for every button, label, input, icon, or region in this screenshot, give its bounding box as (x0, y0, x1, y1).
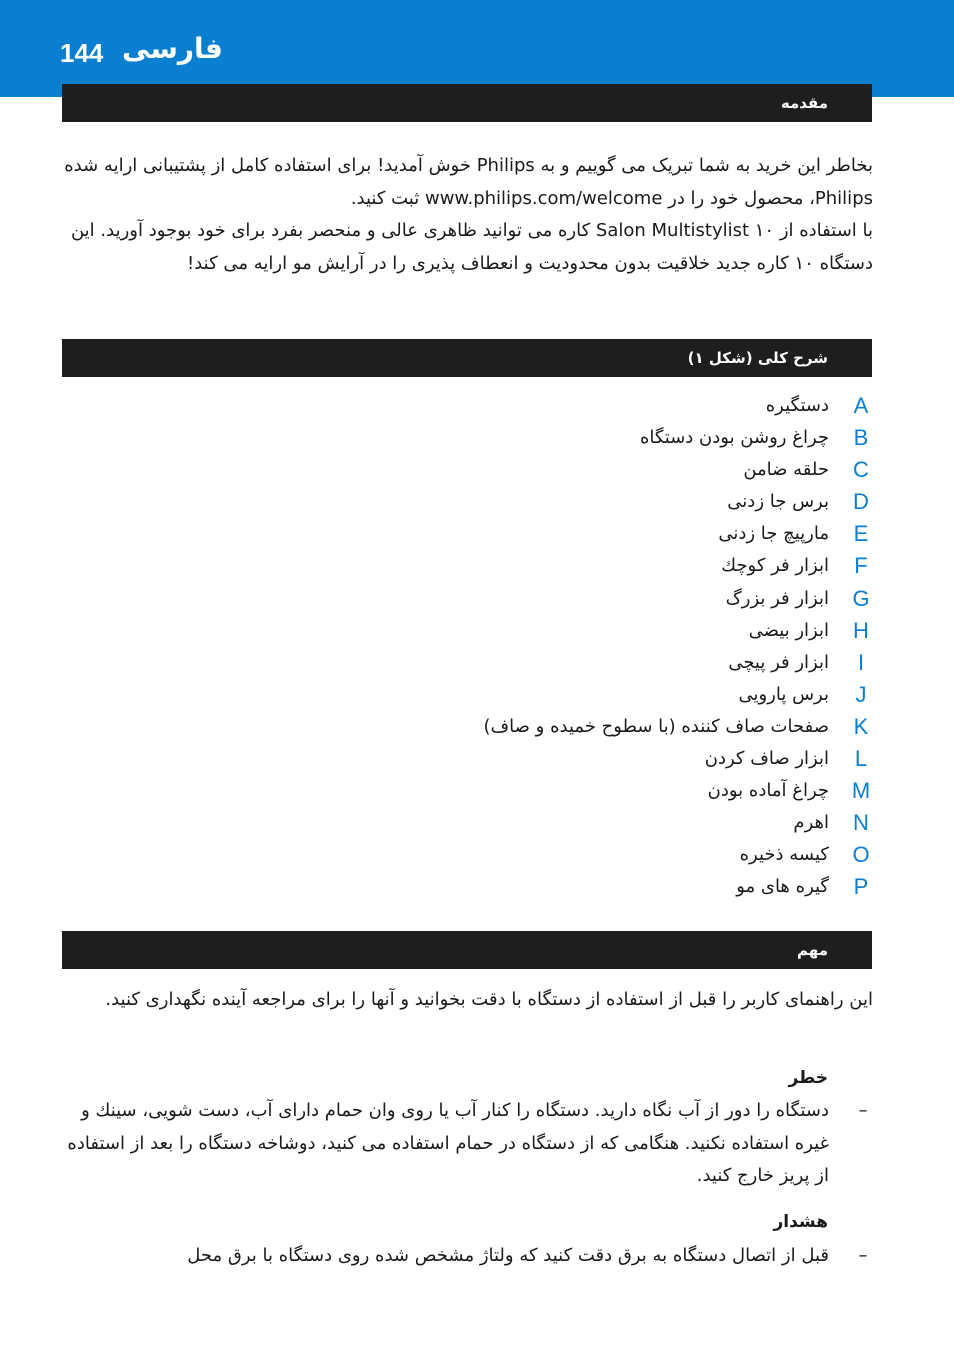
part-name: صفحات صاف کننده (با سطوح خمیده و صاف) (483, 715, 829, 737)
part-letter: E (853, 521, 869, 547)
parts-list-item (62, 775, 873, 807)
part-name: کیسه ذخیره (739, 844, 829, 866)
part-letter: I (857, 649, 865, 675)
warning-heading: هشدار (773, 1212, 828, 1232)
part-letter: M (851, 778, 871, 804)
parts-list-item (62, 871, 873, 903)
part-name: ابزار صاف کردن (704, 748, 829, 770)
parts-list-item (62, 839, 873, 871)
parts-list-item (62, 583, 873, 615)
parts-list-item (62, 679, 873, 711)
intro-paragraph-2: با استفاده از Salon Multistylist ۱۰ کاره می توانید ظاهری عالی و منحصر بفرد برای خود بوجود آورید. این دستگاه ۱۰ کاره جدید خلاقیت بدون محدودیت و انعطاف پذیری را در آرایش مو ارایه می کند! (70, 220, 873, 274)
parts-list-item (62, 454, 873, 486)
part-letter: C (853, 457, 869, 483)
parts-list-item (62, 743, 873, 775)
part-name: گیره های مو (736, 876, 829, 898)
page-number: 144 (60, 38, 104, 68)
section-heading-overview: شرح کلی (شکل ۱) (62, 339, 872, 377)
part-name: چراغ روشن بودن دستگاه (639, 427, 829, 449)
part-name: برس جا زدنی (727, 491, 829, 513)
part-letter: P (853, 874, 869, 900)
page-header-bar (0, 0, 954, 97)
warning-bullet-text: قبل از اتصال دستگاه به برق دقت کنید که ولتاژ مشخص شده روی دستگاه با برق محل (187, 1245, 829, 1266)
part-name: چراغ آماده بودن (707, 780, 829, 802)
parts-list-item (62, 486, 873, 518)
parts-list-item (62, 615, 873, 647)
part-letter: L (854, 746, 868, 772)
intro-text (62, 150, 873, 280)
part-name: اهرم (793, 812, 829, 834)
section-heading-intro: مقدمه (62, 84, 872, 122)
part-letter: N (853, 810, 869, 836)
part-name: ابزار فر بزرگ (725, 587, 829, 609)
parts-list-item (62, 711, 873, 743)
part-letter: F (854, 553, 868, 579)
part-letter: A (853, 393, 869, 418)
part-name: برس پارویی (738, 683, 829, 705)
parts-list-item (62, 518, 873, 550)
parts-list-item (62, 647, 873, 679)
parts-list (62, 390, 873, 904)
important-paragraph: این راهنمای کاربر را قبل از استفاده از دستگاه با دقت بخوانید و آنها را برای مراجعه آینده نگهداری کنید. (105, 989, 873, 1010)
part-name: ابزار فر پیچی (728, 651, 829, 673)
part-name: مارپیچ جا زدنی (718, 523, 829, 545)
part-name: دستگیره (765, 395, 829, 416)
danger-bullet-text: دستگاه را دور از آب نگاه دارید. دستگاه را کنار آب یا روی وان حمام دارای آب، دست شویی، سینك و غیره استفاده نکنید. هنگامی که از دستگاه در حمام استفاده می کنید، دوشاخه دستگاه را بعد از استفاده از پریز خارج کنید. (67, 1100, 829, 1186)
part-letter: J (855, 681, 867, 707)
part-name: حلقه ضامن (743, 459, 829, 481)
part-letter: G (852, 585, 870, 611)
language-title: فارسی (122, 32, 223, 65)
part-letter: O (852, 842, 870, 868)
part-letter: B (853, 425, 869, 451)
parts-list-item (62, 550, 873, 582)
part-name: ابزار فر کوچك (721, 555, 829, 577)
section-heading-important: مهم (62, 931, 872, 969)
bullet-dash: – (858, 1245, 868, 1266)
parts-list-item (62, 807, 873, 839)
part-name: ابزار بیضی (748, 619, 829, 641)
intro-paragraph-1: بخاطر این خرید به شما تبریک می گوییم و به Philips خوش آمدید! برای استفاده کامل از پشتیبانی ارایه شده Philips، محصول خود را در www.philips.com/welcome ثبت کنید. (64, 155, 873, 209)
part-letter: H (853, 617, 869, 643)
parts-list-item (62, 422, 873, 454)
part-letter: D (853, 489, 869, 515)
parts-list-item (62, 390, 873, 422)
bullet-dash: – (858, 1100, 868, 1121)
danger-heading: خطر (788, 1068, 828, 1088)
part-letter: K (853, 713, 869, 739)
